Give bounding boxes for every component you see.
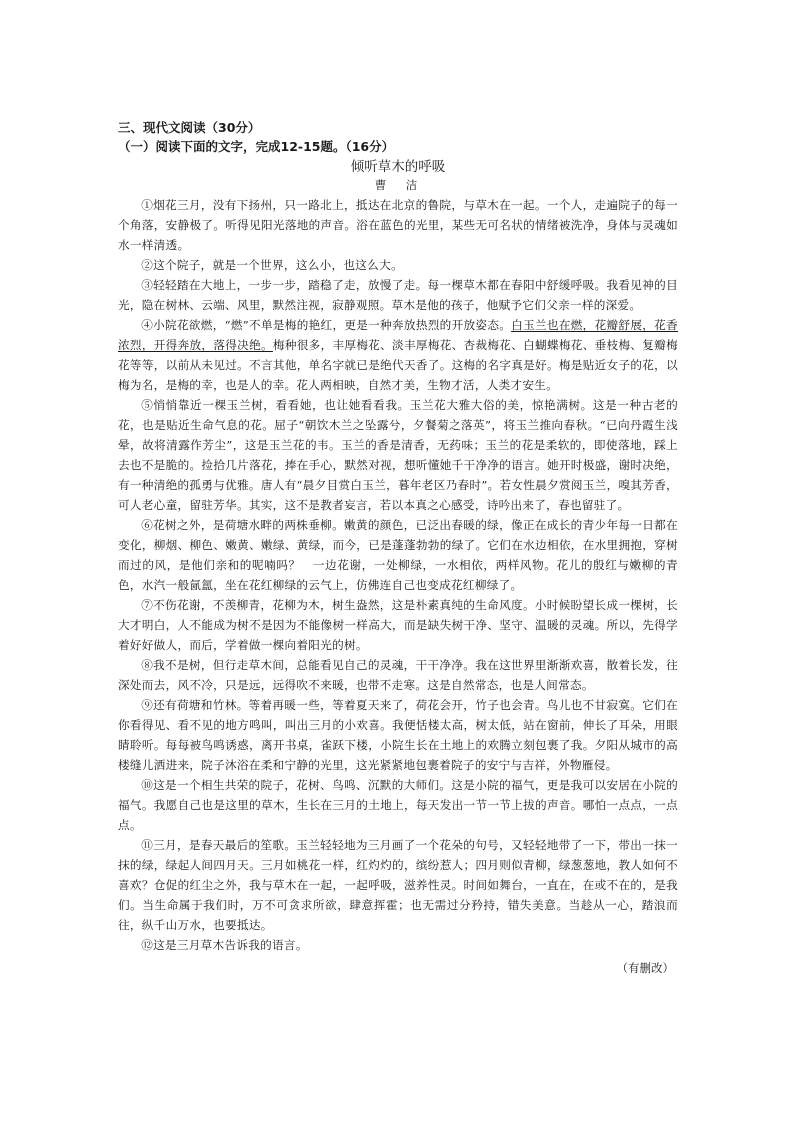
paragraph-text: 不伤花谢，不羡柳青，花柳为木，树生盎然，这是朴素真纯的生命风度。小时候盼望长成一棵树，长大才明白，人不能成为树不是因为不能像树一样高大，而是缺失树干净、坚守、温暖的灵魂。所以，先得学着好好做人，而后，学着做一棵向着阳光的树。 xyxy=(118,598,678,652)
paragraph-text: 我不是树，但行走草木间，总能看见自己的灵魂，干干净净。我在这世界里渐渐欢喜，散着长发，往深处而去，风不冷，只是远，远得吹不来暖，也带不走寒。这是自然常态，也是人间常态。 xyxy=(118,658,678,692)
document-page xyxy=(118,118,678,978)
section-heading: 三、现代文阅读（30分） xyxy=(118,120,261,135)
paragraph-number: ⑩ xyxy=(141,778,154,792)
paragraph-text: 这个院子，就是一个世界，这么小，也这么大。 xyxy=(153,258,403,272)
paragraph-text: 悄悄靠近一棵玉兰树，看看她，也让她看看我。玉兰花大雅大俗的美，惊艳满树。这是一种古老的花，也是贴近生命气息的花。屈子“朝饮木兰之坠露兮，夕餐菊之落英”，将玉兰推向春秋。“已向丹霞生浅晕，故将清露作芳尘”，这是玉兰花的韦。玉兰的香是清香，无药味；玉兰的花是柔软的，即使落地，踩上去也不是脆的。捡拾几片落花，捧在手心，默然对视，想听懂她千干净净的语言。她开时极盛，谢时决绝，有一种清绝的孤勇与优雅。唐人有“晨夕目赏白玉兰，暮年老区乃春时”。若女性晨夕赏阅玉兰，嗅其芳香，可人老心童，留驻芳华。其实，这不是教者妄言，若以本真之心感受，诗吟出来了，春也留驻了。 xyxy=(118,398,678,512)
paragraph-text: 花树之外，是荷塘水畔的两株垂柳。嫩黄的颜色，已泛出春暖的绿，像正在成长的青少年每一日都在变化，柳烟、柳色、嫩黄、嫩绿、黄绿，而今，已是蓬蓬勃勃的绿了。它们在水边相依，在水里拥抱，穿树而过的风，是他们亲和的呢喃吗？ 一边花谢，一处柳绿，一水相依，两样风物。花儿的殷红与嫩柳的青色，水汽一般氤氲，坐在花红柳绿的云气上，仿佛连自己也变成花红柳绿了。 xyxy=(118,518,678,592)
paragraph xyxy=(118,515,678,595)
paragraph xyxy=(118,315,678,395)
paragraph-text: 轻轻踏在大地上，一步一步，踏稳了走，放慢了走。每一棵草木都在春阳中舒缓呼吸。我看见神的目光，隐在树林、云端、风里，默然注视，寂静观照。草木是他的孩子，他赋予它们父亲一样的深爱。 xyxy=(118,278,678,312)
paragraph-text: 小院花欲燃，“燃”不单是梅的艳红，更是一种奔放热烈的开放姿态。 xyxy=(153,318,512,332)
paragraph-text: 还有荷塘和竹林。等着再暖一些，等着夏天来了，荷花会开，竹子也会青。鸟儿也不甘寂寞。它们在你看得见、看不见的地方鸣叫，叫出三月的小欢喜。我便恬楼太高，树太低，站在窗前，伸长了耳朵，用眼睛聆听。每每被鸟鸣诱惑，离开书桌，雀跃下楼，小院生长在土地上的欢腾立刻包裹了我。夕阳从城市的高楼缝儿洒进来，院子沐浴在柔和宁静的光里，这光紧紧地包裹着院子的安宁与吉祥，外物雁侵。 xyxy=(118,698,678,772)
paragraph xyxy=(118,655,678,695)
paragraph xyxy=(118,595,678,655)
paragraph xyxy=(118,935,678,955)
paragraph-number: ⑤ xyxy=(141,398,154,412)
paragraph-number: ④ xyxy=(141,318,154,332)
paragraph-number: ⑦ xyxy=(141,598,154,612)
paragraph xyxy=(118,695,678,775)
paragraph xyxy=(118,835,678,935)
paragraph-number: ① xyxy=(141,198,154,212)
paragraph xyxy=(118,255,678,275)
article-author: 曹 洁 xyxy=(374,178,422,192)
paragraph-text: 三月，是春天最后的笙歌。玉兰轻轻地为三月画了一个花朵的句号，又轻轻地带了一下，带出一抹一抹的绿，绿起人间四月天。三月如桃花一样，红灼灼的，缤纷惹人；四月则似青柳，绿葱葱地，教人如何不喜欢？仓促的红尘之外，我与草木在一起，一起呼吸，滋养性灵。时间如舞台，一直在，在或不在的，是我们。当生命属于我们时，万不可贪求所欲，肆意挥霍；也无需过分矜持，错失美意。当趁从一心，踏浪而往，纵千山万水，也要抵达。 xyxy=(118,838,678,932)
paragraph-text-continued: 梅种很多，丰厚梅花、淡丰厚梅花、杏裁梅花、白蝴蝶梅花、垂枝梅、复瓣梅花等等，以前从未见过。不言其他，单名字就已是绝代天香了。这梅的名字真是好。梅是贴近女子的花，以梅为名，是梅的幸，也是人的幸。花人两相映，自然才美，生物才活，人类才安生。 xyxy=(118,338,679,392)
paragraph-number: ⑨ xyxy=(141,698,154,712)
paragraph-number: ③ xyxy=(141,278,154,292)
paragraph-text: 这是三月草木告诉我的语言。 xyxy=(153,938,308,952)
paragraph xyxy=(118,195,678,255)
paragraph-number: ⑫ xyxy=(141,938,154,952)
underlined-sentence: 白玉兰也在燃，花瓣舒展，花香浓烈，开得奔放，落得决绝。 xyxy=(118,318,678,352)
paragraph-number: ⑥ xyxy=(141,518,154,532)
paragraph xyxy=(118,395,678,515)
paragraph-number: ② xyxy=(141,258,154,272)
paragraph xyxy=(118,275,678,315)
paragraph-number: ⑪ xyxy=(141,838,154,852)
paragraph-text: 这是一个相生共荣的院子，花树、鸟鸣、沉默的大师们。这是小院的福气，更是我可以安居在小院的福气。我愿自己也是这里的草木，生长在三月的土地上，每天发出一节一节上拔的声音。哪怕一点点，一点点。 xyxy=(118,778,678,832)
paragraph-number: ⑧ xyxy=(141,658,154,672)
article-title: 倾听草木的呼吸 xyxy=(350,159,446,175)
sub-heading: （一）阅读下面的文字，完成12-15题。（16分） xyxy=(118,139,395,154)
article-body xyxy=(118,195,678,955)
paragraph xyxy=(118,775,678,835)
source-note: （有删改） xyxy=(616,961,674,975)
paragraph-text: 烟花三月，没有下扬州，只一路北上，抵达在北京的鲁院，与草木在一起。一个人，走遍院子的每一个角落，安静极了。听得见阳光落地的声音。浴在蓝色的光里，某些无可名状的情绪被洗净，身体与灵魂如水一样清透。 xyxy=(118,198,678,252)
